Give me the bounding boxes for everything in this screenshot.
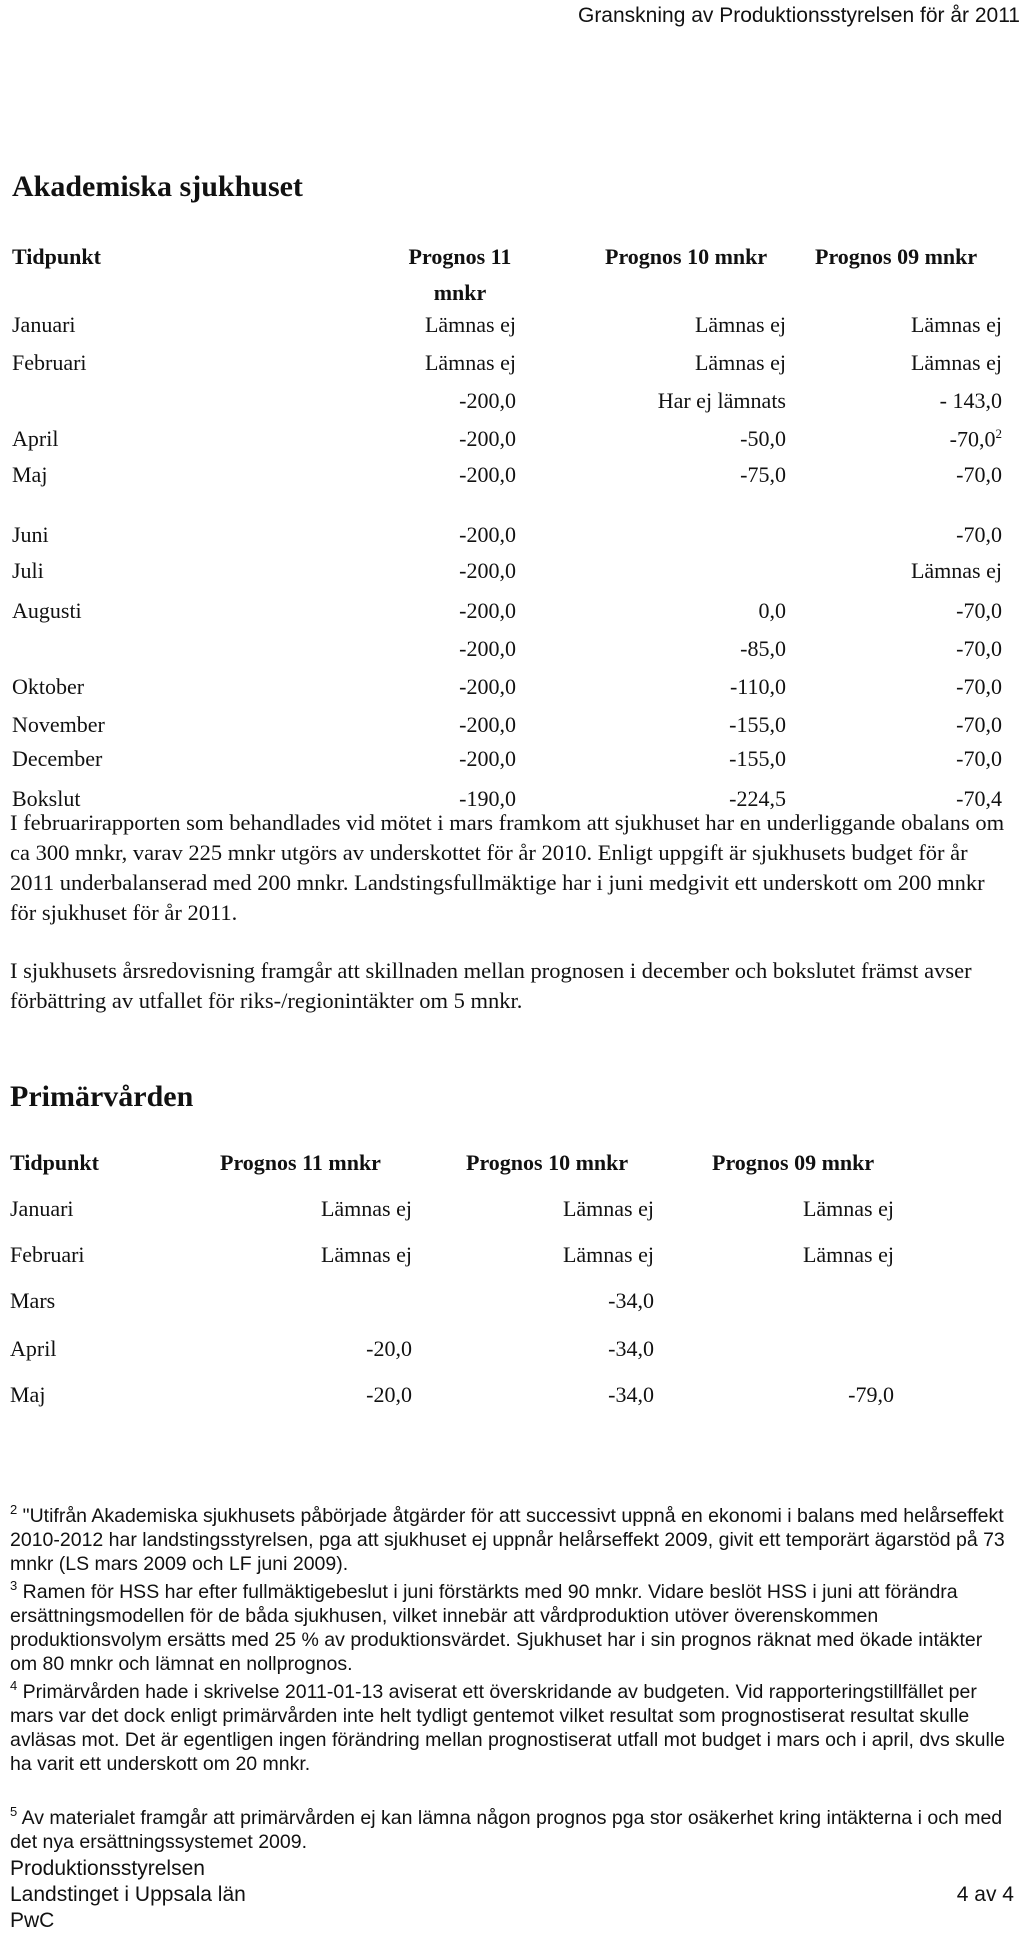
table-cell-prognos10: -34,0 (608, 1288, 654, 1313)
footnote (10, 1498, 1014, 1576)
table-cell-prognos11: Lämnas ej (424, 350, 516, 375)
footnote-number: 2 (10, 1502, 18, 1517)
table-cell-prognos11: Lämnas ej (424, 312, 516, 337)
footer-county: Landstinget i Uppsala län (10, 1883, 246, 1906)
table-cell-prognos10: -155,0 (729, 746, 786, 771)
table-cell-prognos11: -200,0 (459, 558, 516, 583)
table-cell-prognos10: -85,0 (740, 636, 786, 661)
table-row-label: Februari (10, 1242, 85, 1267)
table-cell-prognos11: -200,0 (459, 674, 516, 699)
table-cell-prognos11: Lämnas ej (320, 1242, 412, 1267)
table-row-label: Juni (12, 522, 49, 547)
table-cell-prognos11: -200,0 (459, 598, 516, 623)
footnote-ref: 2 (995, 426, 1002, 441)
col-header-prognos09: Prognos 09 mnkr (815, 244, 978, 269)
col-header-prognos11-2: Prognos 11 mnkr (220, 1150, 381, 1175)
table-cell-prognos10: Lämnas ej (694, 350, 786, 375)
table-row-label: Oktober (12, 674, 85, 699)
table-cell-prognos11: -200,0 (459, 426, 516, 451)
table-cell-prognos11: -20,0 (366, 1336, 412, 1361)
table-cell-prognos11: -200,0 (459, 388, 516, 413)
table-cell-prognos11: -200,0 (459, 746, 516, 771)
table-cell-prognos11: -200,0 (459, 712, 516, 737)
table-row-label: Februari (12, 350, 87, 375)
col-header-prognos10: Prognos 10 mnkr (605, 244, 768, 269)
table-cell-prognos09: Lämnas ej (910, 350, 1002, 375)
table-cell-prognos09: -70,0 (956, 598, 1002, 623)
paragraph-februarirapport: I februarirapporten som behandlades vid mötet i mars framkom att sjukhuset har en underliggande obalans om ca 300 mnkr, varav 225 mnkr utgörs av underskottet för år 2010. Enligt uppgift är sjukhusets budget för år 2011 underbalanserad med 200 mnkr. Landstingsfullmäktige har i juni medgivit ett underskott om 200 mnkr för sjukhuset för år 2011. (10, 810, 1005, 925)
table-row-label: Augusti (12, 598, 82, 623)
table-row-label: December (12, 746, 103, 771)
table-cell-prognos10: -75,0 (740, 462, 786, 487)
col-header-tidpunkt-2: Tidpunkt (10, 1150, 99, 1175)
table-row-label: April (10, 1336, 57, 1361)
table-row-label: Januari (10, 1196, 74, 1221)
table-cell-prognos09: Lämnas ej (802, 1242, 894, 1267)
table-row-label: Bokslut (12, 786, 81, 811)
table-cell-prognos10: -110,0 (729, 674, 786, 699)
table-cell-prognos10: 0,0 (758, 598, 786, 623)
table-cell-prognos10: -34,0 (608, 1382, 654, 1407)
footnote-text: Av materialet framgår att primärvården ej kan lämna någon prognos pga stor osäkerhet kring intäkterna i och med det nya ersättningssystemet 2009. (10, 1807, 1003, 1853)
footnote (10, 1574, 1014, 1676)
table-row-label: Maj (12, 462, 48, 487)
table-cell-prognos09: -70,0 (956, 636, 1002, 661)
table-cell-prognos09: Lämnas ej (802, 1196, 894, 1221)
footnote-text: Primärvården hade i skrivelse 2011-01-13 aviserat ett överskridande av budgeten. Vid rapporteringstillfället per mars var det dock enligt primärvården inte helt tydligt gentemot vilket resultat som prognostiserat resultat skulle avläsas mot. Det är egentligen ingen förändring mellan prognostiserat utfall mot budget i mars och i april, dvs skulle ha varit ett underskott om 20 mnkr. (10, 1681, 1006, 1775)
footnote-text: Ramen för HSS har efter fullmäktigebeslut i juni förstärkts med 90 mnkr. Vidare beslöt HSS i juni att förändra ersättningsmodellen för de båda sjukhusen, vilket innebär att vårdproduktion utöver överenskommen produktionsvolym ersätts med 25 % av produktionsvärdet. Sjukhuset har i sin prognos räknat med ökade intäkter om 80 mnkr och lämnat en nollprognos. (10, 1581, 983, 1675)
footer-org: Produktionsstyrelsen (10, 1857, 205, 1880)
table-row-label: November (12, 712, 105, 737)
table-cell-prognos10: Lämnas ej (694, 312, 786, 337)
footnote-text: "Utifrån Akademiska sjukhusets påbörjade åtgärder för att successivt uppnå en ekonomi i balans med helårseffekt 2010-2012 har landstingsstyrelsen, pga att sjukhuset ej uppnår helårseffekt 2009, givit ett temporärt ägarstöd på 73 mnkr (LS mars 2009 och LF juni 2009). (10, 1505, 1005, 1575)
table-row-label: Januari (12, 312, 76, 337)
table-cell-prognos10: Lämnas ej (562, 1242, 654, 1267)
table-cell-prognos09: -70,0 (956, 522, 1002, 547)
table-cell-prognos10: Lämnas ej (562, 1196, 654, 1221)
section-title-akademiska: Akademiska sjukhuset (12, 170, 303, 203)
table-cell-prognos09: -70,0 (956, 712, 1002, 737)
table-cell-prognos11: -190,0 (459, 786, 516, 811)
col-header-prognos11: Prognos 11 (408, 244, 512, 269)
table-cell-prognos10: -50,0 (740, 426, 786, 451)
table-cell-prognos11: -200,0 (459, 636, 516, 661)
table-cell-prognos09: -70,0$^2$ (949, 426, 1002, 452)
table-cell-prognos09: -70,0 (956, 462, 1002, 487)
table-cell-prognos09: -79,0 (848, 1382, 894, 1407)
table-cell-prognos09: Lämnas ej (910, 312, 1002, 337)
table-row-label: Mars (10, 1288, 56, 1313)
footer-company: PwC (10, 1909, 55, 1932)
footnote (10, 1800, 1014, 1854)
col-header-prognos11-unit: mnkr (433, 280, 487, 305)
footnote-number: 5 (10, 1804, 18, 1819)
table-cell-prognos11: -200,0 (459, 522, 516, 547)
footnote-number: 3 (10, 1578, 18, 1593)
table-cell-prognos10: -224,5 (729, 786, 786, 811)
col-header-tidpunkt: Tidpunkt (12, 244, 101, 269)
table-row-label: Maj (10, 1382, 46, 1407)
table-cell-prognos09: -70,0 (956, 674, 1002, 699)
table-cell-prognos09: -70,0 (956, 746, 1002, 771)
footer-page-number: 4 av 4 (956, 1883, 1014, 1906)
table-cell-prognos09: - 143,0 (939, 388, 1002, 413)
table-row-label: Juli (12, 558, 44, 583)
section-title-primarvarden: Primärvården (10, 1080, 194, 1113)
table-cell-prognos11: -200,0 (459, 462, 516, 487)
table-cell-prognos10: Har ej lämnats (657, 388, 786, 413)
table-cell-prognos10: -34,0 (608, 1336, 654, 1361)
table-cell-prognos11: -20,0 (366, 1382, 412, 1407)
running-header: Granskning av Produktionsstyrelsen för år 2011 (577, 4, 1020, 27)
col-header-prognos10-2: Prognos 10 mnkr (466, 1150, 629, 1175)
paragraph-arsredovisning: I sjukhusets årsredovisning framgår att skillnaden mellan prognosen i december och bokslutet främst avser förbättring av utfallet för riks-/regionintäkter om 5 mnkr. (10, 958, 972, 1013)
table-cell-prognos11: Lämnas ej (320, 1196, 412, 1221)
table-cell-prognos09: -70,4 (956, 786, 1002, 811)
footnote (10, 1674, 1014, 1776)
table-row-label: April (12, 426, 59, 451)
col-header-prognos09-2: Prognos 09 mnkr (712, 1150, 875, 1175)
footnote-number: 4 (10, 1678, 18, 1693)
table-cell-prognos09: Lämnas ej (910, 558, 1002, 583)
table-cell-prognos10: -155,0 (729, 712, 786, 737)
